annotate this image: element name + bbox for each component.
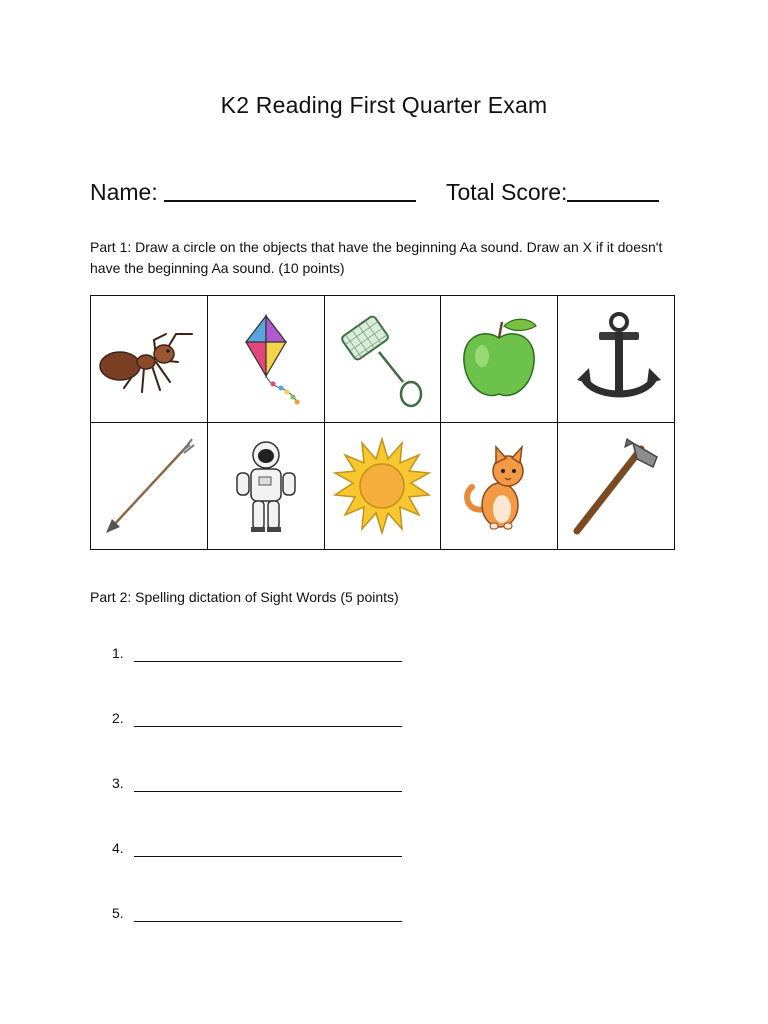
picture-cell-kite[interactable] [208, 296, 325, 423]
dictation-item [112, 775, 402, 840]
picture-cell-net[interactable] [325, 296, 442, 423]
name-row [90, 176, 416, 206]
answer-line-1[interactable] [134, 645, 402, 662]
item-number: 2. [112, 710, 124, 726]
kite-icon [211, 304, 321, 414]
ant-icon [94, 304, 204, 414]
axe-icon [561, 431, 671, 541]
answer-line-2[interactable] [134, 710, 402, 727]
dictation-item [112, 710, 402, 775]
dictation-list [112, 645, 402, 970]
picture-cell-sun[interactable] [325, 423, 442, 550]
exam-title: K2 Reading First Quarter Exam [220, 92, 548, 118]
dictation-item [112, 645, 402, 710]
cat-icon [444, 431, 554, 541]
picture-cell-arrow[interactable] [91, 423, 208, 550]
astronaut-icon [211, 431, 321, 541]
total-score-label: Total Score: [446, 179, 568, 205]
item-number: 3. [112, 775, 124, 791]
part2-instructions: Part 2: Spelling dictation of Sight Words (5 points) [90, 589, 399, 605]
net-icon [327, 304, 437, 414]
item-number: 1. [112, 645, 124, 661]
item-number: 5. [112, 905, 124, 921]
dictation-item [112, 840, 402, 905]
picture-cell-anchor[interactable] [558, 296, 675, 423]
apple-icon [444, 304, 554, 414]
arrow-icon [94, 431, 204, 541]
score-row [446, 176, 659, 206]
name-label: Name: [90, 179, 158, 205]
total-score-field[interactable] [567, 176, 659, 202]
part1-instructions: Part 1: Draw a circle on the objects that have the beginning Aa sound. Draw an X if it doesn't have the beginning Aa sound. (10 points) [90, 239, 663, 276]
picture-cell-ant[interactable] [91, 296, 208, 423]
name-field[interactable] [164, 176, 416, 202]
anchor-icon [561, 304, 671, 414]
picture-cell-apple[interactable] [441, 296, 558, 423]
answer-line-3[interactable] [134, 775, 402, 792]
picture-grid [90, 295, 675, 550]
picture-cell-axe[interactable] [558, 423, 675, 550]
item-number: 4. [112, 840, 124, 856]
picture-cell-cat[interactable] [441, 423, 558, 550]
answer-line-5[interactable] [134, 905, 402, 922]
dictation-item [112, 905, 402, 970]
sun-icon [327, 431, 437, 541]
answer-line-4[interactable] [134, 840, 402, 857]
picture-cell-astronaut[interactable] [208, 423, 325, 550]
